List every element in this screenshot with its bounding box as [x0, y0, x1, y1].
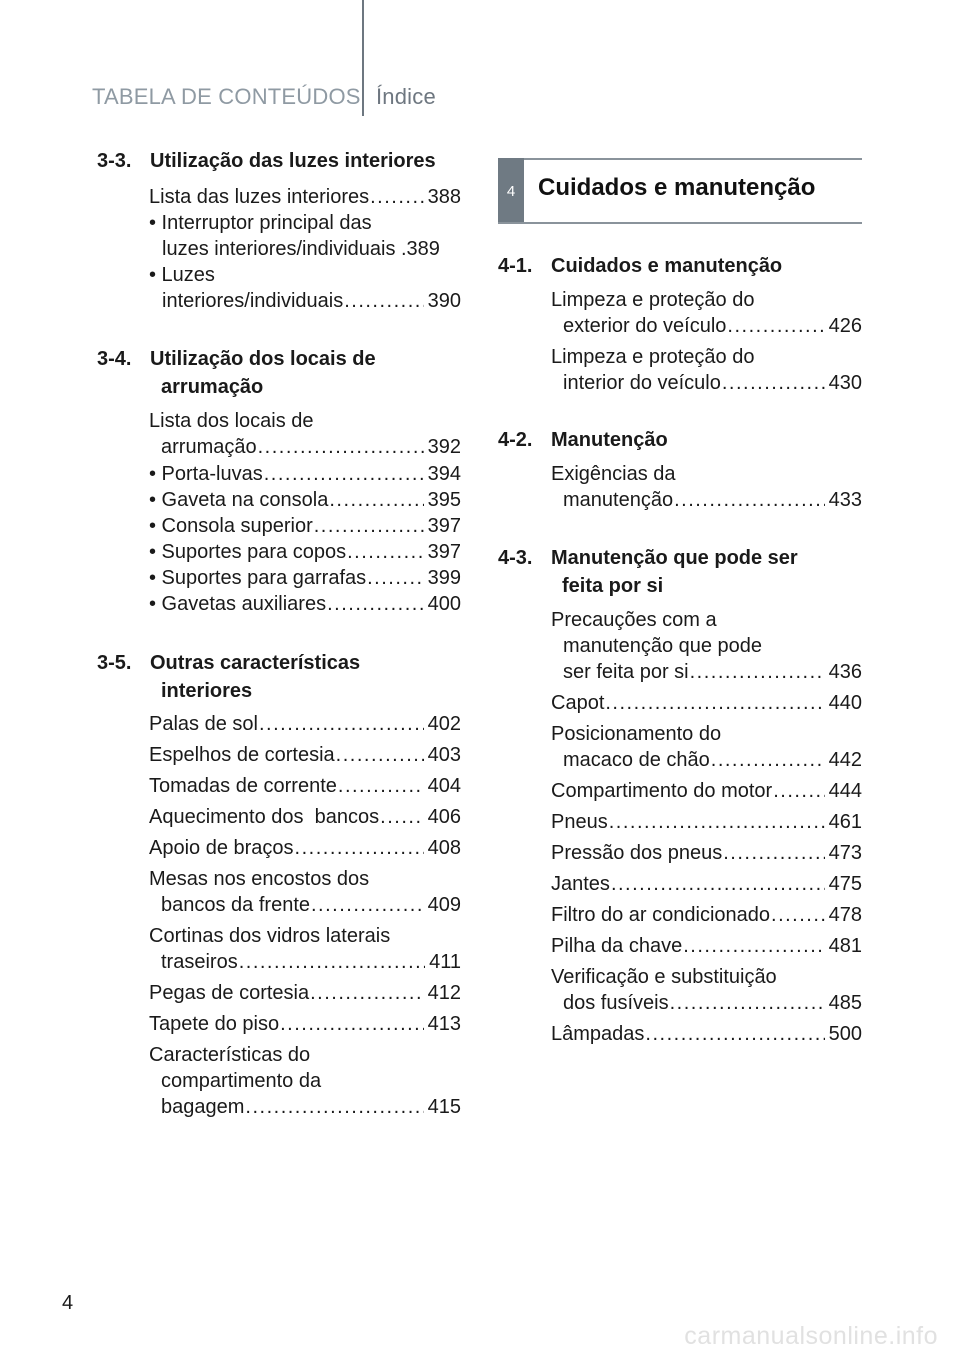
- entry-label: Mesas nos encostos dos: [149, 868, 370, 890]
- toc-entry[interactable]: [149, 565, 461, 591]
- entry-page: 500: [828, 1023, 862, 1045]
- entry-label: Apoio de braços: [149, 837, 294, 859]
- entry-label: traseiros: [161, 951, 238, 973]
- entry-label: Posicionamento do: [551, 723, 722, 745]
- toc-entry[interactable]: [149, 262, 461, 314]
- entry-label: • Suportes para garrafas: [149, 567, 367, 589]
- section-heading-4-2[interactable]: [498, 426, 862, 454]
- entry-label: • Interruptor principal das: [149, 212, 372, 234]
- entry-page: 408: [427, 837, 461, 859]
- toc-entry[interactable]: [149, 866, 461, 918]
- tab-table-of-contents[interactable]: TABELA DE CONTEÚDOS: [92, 84, 361, 109]
- chapter-number-badge: 4: [498, 158, 524, 224]
- section-title: arrumação: [161, 376, 264, 398]
- toc-entry[interactable]: [551, 607, 862, 685]
- toc-entry[interactable]: [551, 690, 862, 716]
- toc-entry[interactable]: [149, 711, 461, 737]
- entry-label: Verificação e substituição: [551, 966, 777, 988]
- entry-label: Palas de sol: [149, 713, 258, 735]
- chapter-banner[interactable]: [498, 158, 862, 224]
- entry-page: 430: [828, 372, 862, 394]
- entry-page: 440: [828, 692, 862, 714]
- entry-page: 442: [828, 749, 862, 771]
- section-number: 4-3.: [498, 547, 533, 569]
- toc-entry[interactable]: [551, 840, 862, 866]
- entry-page: 409: [427, 894, 461, 916]
- entry-label: ser feita por si: [563, 661, 689, 683]
- toc-entry[interactable]: [551, 287, 862, 339]
- toc-entry[interactable]: [551, 778, 862, 804]
- section-title: Utilização dos locais de: [150, 348, 376, 370]
- entry-label: Jantes: [551, 873, 610, 895]
- toc-entry[interactable]: [551, 964, 862, 1016]
- toc-entry[interactable]: [551, 809, 862, 835]
- banner-top-rule: [498, 158, 862, 160]
- toc-entry[interactable]: [149, 184, 461, 210]
- entry-page: 399: [427, 567, 461, 589]
- entry-label: Pilha da chave: [551, 935, 683, 957]
- entry-page: 412: [427, 982, 461, 1004]
- entry-label: luzes interiores/individuais .389: [162, 238, 440, 260]
- toc-entry[interactable]: [551, 1021, 862, 1047]
- section-heading-3-3[interactable]: [97, 147, 461, 175]
- toc-entry[interactable]: [149, 923, 461, 975]
- section-number: 3-3.: [97, 150, 132, 172]
- section-heading-3-5[interactable]: [97, 649, 461, 705]
- section-title: Manutenção que pode ser: [551, 547, 798, 569]
- toc-entry[interactable]: [149, 1042, 461, 1120]
- toc-entry[interactable]: [149, 408, 461, 460]
- section-title: feita por si: [562, 575, 664, 597]
- toc-entry[interactable]: [149, 804, 461, 830]
- entry-label: Capot: [551, 692, 605, 714]
- chapter-title: Cuidados e manutenção: [538, 174, 816, 201]
- entry-label: Aquecimento dos bancos: [149, 806, 380, 828]
- section-number: 3-5.: [97, 652, 132, 674]
- entry-label: Exigências da: [551, 463, 676, 485]
- entry-label: Lista dos locais de: [149, 410, 314, 432]
- toc-entry[interactable]: [149, 461, 461, 487]
- entry-label: Precauções com a: [551, 609, 717, 631]
- entry-page: 436: [828, 661, 862, 683]
- entry-label: arrumação: [161, 436, 257, 458]
- entry-label: exterior do veículo: [563, 315, 727, 337]
- entry-label: Lâmpadas: [551, 1023, 645, 1045]
- entry-label: Compartimento do motor: [551, 780, 773, 802]
- watermark: carmanualsonline.info: [684, 1322, 938, 1350]
- entry-label: • Luzes: [149, 264, 215, 286]
- entry-page: 388: [427, 186, 461, 208]
- toc-entry[interactable]: [149, 1011, 461, 1037]
- entry-label: Tomadas de corrente: [149, 775, 337, 797]
- entry-label: • Consola superior: [149, 515, 313, 537]
- entry-page: 433: [828, 489, 862, 511]
- entry-page: 400: [427, 593, 461, 615]
- entry-page: 473: [828, 842, 862, 864]
- entry-page: 395: [427, 489, 461, 511]
- entry-label: Características do: [149, 1044, 311, 1066]
- entry-label: • Suportes para copos: [149, 541, 347, 563]
- toc-entry[interactable]: [551, 461, 862, 513]
- entry-page: 394: [427, 463, 461, 485]
- entry-label: Pneus: [551, 811, 608, 833]
- toc-entry[interactable]: [551, 871, 862, 897]
- toc-entry[interactable]: [149, 835, 461, 861]
- entry-label: Lista das luzes interiores: [149, 186, 370, 208]
- section-title: Cuidados e manutenção: [551, 255, 783, 277]
- entry-page: 475: [828, 873, 862, 895]
- entry-page: 390: [427, 290, 461, 312]
- toc-entry[interactable]: [551, 902, 862, 928]
- entry-label: Pressão dos pneus: [551, 842, 723, 864]
- entry-label: Espelhos de cortesia: [149, 744, 335, 766]
- toc-entry[interactable]: [149, 513, 461, 539]
- toc-entry[interactable]: [149, 591, 461, 617]
- entry-label: bancos da frente: [161, 894, 310, 916]
- entry-label: Limpeza e proteção do: [551, 289, 755, 311]
- entry-page: 413: [427, 1013, 461, 1035]
- toc-entry[interactable]: [149, 742, 461, 768]
- entry-label: • Porta-luvas: [149, 463, 263, 485]
- entry-page: 444: [828, 780, 862, 802]
- entry-page: 406: [427, 806, 461, 828]
- entry-label: interiores/individuais: [162, 290, 344, 312]
- entry-page: 485: [828, 992, 862, 1014]
- entry-label: dos fusíveis: [563, 992, 669, 1014]
- toc-entry[interactable]: [149, 539, 461, 565]
- banner-bottom-rule: [498, 222, 862, 224]
- section-title: Outras características: [150, 652, 361, 674]
- entry-page: 481: [828, 935, 862, 957]
- tab-index[interactable]: Índice: [376, 84, 436, 109]
- entry-page: 402: [427, 713, 461, 735]
- entry-label: Filtro do ar condicionado: [551, 904, 771, 926]
- entry-page: 415: [427, 1096, 461, 1118]
- entry-label: • Gavetas auxiliares: [149, 593, 327, 615]
- entry-page: 478: [828, 904, 862, 926]
- section-number: 3-4.: [97, 348, 132, 370]
- entry-page: 397: [427, 541, 461, 563]
- entry-label: Limpeza e proteção do: [551, 346, 755, 368]
- section-heading-4-1[interactable]: [498, 252, 862, 280]
- entry-label: manutenção que pode: [563, 635, 763, 657]
- entry-page: 411: [429, 951, 461, 973]
- entry-page: 404: [427, 775, 461, 797]
- entry-page: 392: [427, 436, 461, 458]
- page-number: 4: [62, 1292, 74, 1314]
- entry-label: macaco de chão: [563, 749, 710, 771]
- section-title: interiores: [161, 680, 253, 702]
- entry-page: 426: [828, 315, 862, 337]
- entry-page: 461: [828, 811, 862, 833]
- entry-label: Tapete do piso: [149, 1013, 280, 1035]
- toc-entry[interactable]: [551, 721, 862, 773]
- section-title: Manutenção: [551, 429, 668, 451]
- section-heading-4-3[interactable]: [498, 544, 862, 600]
- section-number: 4-1.: [498, 255, 533, 277]
- toc-entry[interactable]: [149, 980, 461, 1006]
- toc-entry[interactable]: [551, 933, 862, 959]
- section-number: 4-2.: [498, 429, 533, 451]
- toc-entry[interactable]: [149, 210, 461, 262]
- entry-page: 397: [427, 515, 461, 537]
- header-divider: [362, 0, 364, 116]
- toc-entry[interactable]: [551, 344, 862, 396]
- entry-page: 403: [427, 744, 461, 766]
- toc-entry[interactable]: [149, 487, 461, 513]
- entry-label: manutenção: [563, 489, 674, 511]
- entry-label: interior do veículo: [563, 372, 721, 394]
- entry-label: compartimento da: [161, 1070, 322, 1092]
- section-title: Utilização das luzes interiores: [150, 150, 436, 172]
- section-heading-3-4[interactable]: [97, 345, 461, 401]
- toc-entry[interactable]: [149, 773, 461, 799]
- entry-label: • Gaveta na consola: [149, 489, 329, 511]
- entry-label: bagagem: [161, 1096, 245, 1118]
- entry-label: Cortinas dos vidros laterais: [149, 925, 391, 947]
- entry-label: Pegas de cortesia: [149, 982, 310, 1004]
